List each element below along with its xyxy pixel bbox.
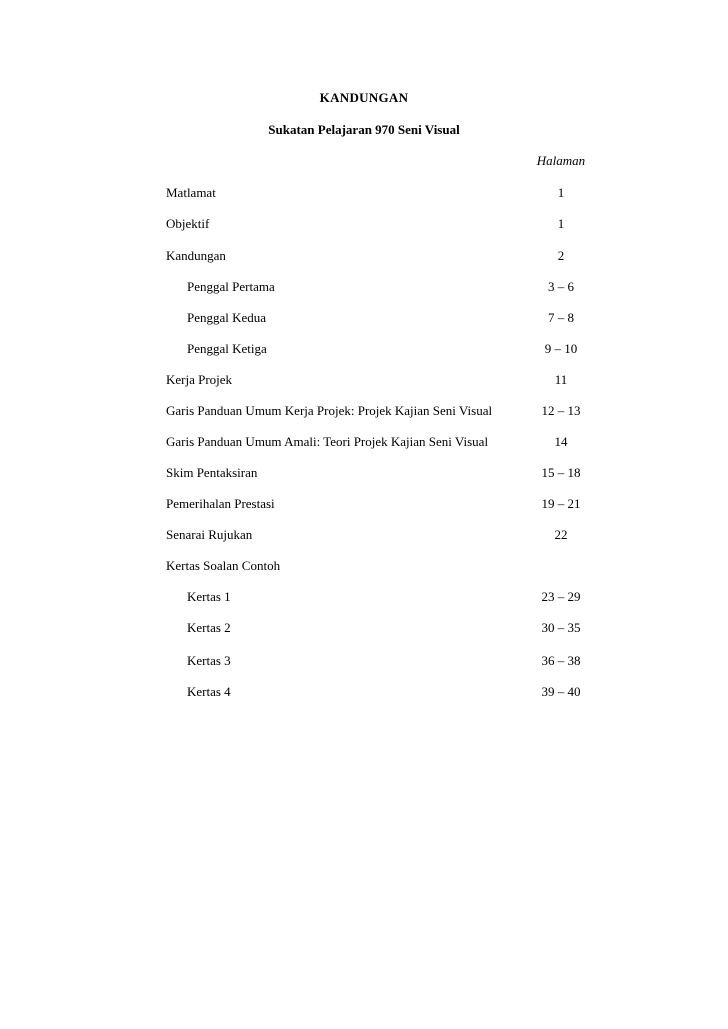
toc-entry-page: 14 bbox=[554, 434, 568, 449]
toc-entry-label: Garis Panduan Umum Kerja Projek: Projek Kajian Seni Visual bbox=[166, 403, 493, 418]
toc-row-penggal-pertama bbox=[0, 279, 728, 297]
toc-entry-page: 7 – 8 bbox=[548, 310, 574, 325]
toc-entry-page: 22 bbox=[554, 527, 568, 542]
toc-row-senarai-rujukan bbox=[0, 527, 728, 545]
toc-row-kerja-projek bbox=[0, 372, 728, 390]
toc-row-kertas-3 bbox=[0, 653, 728, 671]
toc-row-skim-pentaksiran bbox=[0, 465, 728, 483]
toc-row-penggal-ketiga bbox=[0, 341, 728, 359]
toc-entry-label: Kertas 1 bbox=[187, 589, 231, 604]
page-column-header: Halaman bbox=[536, 153, 586, 168]
toc-row-garis-panduan-amali bbox=[0, 434, 728, 452]
toc-entry-page: 11 bbox=[554, 372, 568, 387]
toc-entry-label: Kerja Projek bbox=[166, 372, 233, 387]
toc-entry-page: 1 bbox=[557, 216, 565, 231]
toc-entry-label: Kertas 4 bbox=[187, 684, 231, 699]
toc-entry-page: 1 bbox=[557, 185, 565, 200]
toc-entry-page: 9 – 10 bbox=[544, 341, 578, 356]
toc-entry-label: Pemerihalan Prestasi bbox=[166, 496, 275, 511]
toc-row-penggal-kedua bbox=[0, 310, 728, 328]
toc-entry-page: 3 – 6 bbox=[548, 279, 574, 294]
toc-entry-page: 39 – 40 bbox=[541, 684, 581, 699]
toc-row-objektif bbox=[0, 216, 728, 234]
toc-entry-label: Skim Pentaksiran bbox=[166, 465, 258, 480]
toc-entry-label: Penggal Ketiga bbox=[187, 341, 267, 356]
toc-entry-label: Matlamat bbox=[166, 185, 216, 200]
toc-entry-label: Kertas 3 bbox=[187, 653, 231, 668]
toc-row-pemerihalan-prestasi bbox=[0, 496, 728, 514]
toc-entry-page: 19 – 21 bbox=[541, 496, 581, 511]
toc-row-garis-panduan-kerja-projek bbox=[0, 403, 728, 421]
page-subtitle: Sukatan Pelajaran 970 Seni Visual bbox=[268, 122, 460, 137]
toc-row-kertas-4 bbox=[0, 684, 728, 702]
toc-row-kertas-soalan-contoh bbox=[0, 558, 728, 576]
toc-entry-page: 30 – 35 bbox=[541, 620, 581, 635]
toc-entry-page: 23 – 29 bbox=[541, 589, 581, 604]
toc-entry-label: Objektif bbox=[166, 216, 210, 231]
toc-entry-label: Senarai Rujukan bbox=[166, 527, 253, 542]
toc-entry-page: 12 – 13 bbox=[541, 403, 581, 418]
page-title: KANDUNGAN bbox=[319, 90, 409, 105]
toc-entry-page: 15 – 18 bbox=[541, 465, 581, 480]
toc-entry-label: Garis Panduan Umum Amali: Teori Projek Kajian Seni Visual bbox=[166, 434, 489, 449]
toc-entry-label: Kertas 2 bbox=[187, 620, 231, 635]
toc-row-matlamat bbox=[0, 185, 728, 203]
toc-row-kandungan bbox=[0, 248, 728, 266]
toc-entry-page: 2 bbox=[557, 248, 565, 263]
toc-entry-label: Kertas Soalan Contoh bbox=[166, 558, 281, 573]
toc-entry-page: 36 – 38 bbox=[541, 653, 581, 668]
toc-row-kertas-2 bbox=[0, 620, 728, 638]
toc-entry-label: Penggal Kedua bbox=[187, 310, 267, 325]
toc-row-kertas-1 bbox=[0, 589, 728, 607]
toc-entry-label: Kandungan bbox=[166, 248, 226, 263]
toc-entry-label: Penggal Pertama bbox=[187, 279, 275, 294]
